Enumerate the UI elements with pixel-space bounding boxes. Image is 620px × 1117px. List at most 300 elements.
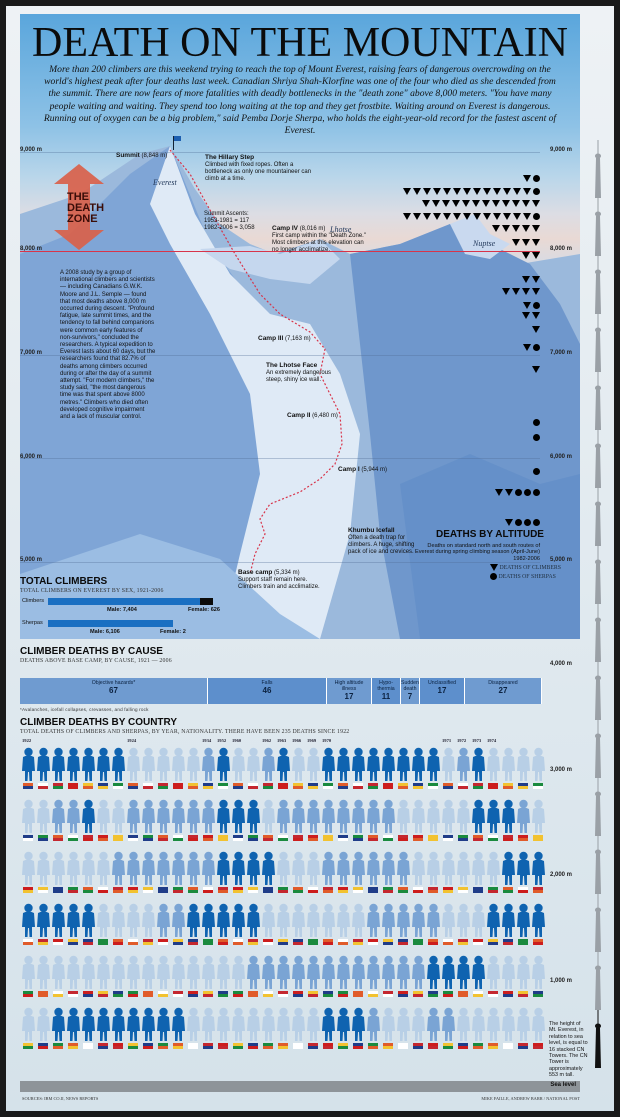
flag-icon [338, 783, 348, 789]
flag-icon [518, 939, 528, 945]
climber-death-triangle-icon [463, 188, 471, 195]
flag-icon [353, 835, 363, 841]
flag-icon [113, 783, 123, 789]
flag-icon [443, 1043, 453, 1049]
deaths-by-country-subtitle: TOTAL DEATHS OF CLIMBERS AND SHERPAS, BY YEAR, NATIONALITY. THERE HAVE BEEN 235 DEATHS SINCE 1922 [20, 729, 350, 735]
camp2-annotation [287, 412, 338, 420]
climber-death-triangle-icon [433, 213, 441, 220]
flag-icon [278, 1043, 288, 1049]
person-icon [427, 747, 440, 781]
flag-icon [413, 887, 423, 893]
flag-icon [518, 991, 528, 997]
climber-death-triangle-icon [505, 489, 513, 496]
camp4-value: (8,016 m) [299, 226, 326, 232]
axis-label-5000: 5,000 m [20, 557, 43, 563]
climber-death-triangle-icon [482, 200, 490, 207]
flag-icon [308, 783, 318, 789]
year-label: 1934 [202, 738, 212, 743]
summit-ascents-1982: 1982-2006 = 3,058 [204, 225, 255, 231]
flag-icon [68, 1043, 78, 1049]
person-icon [307, 955, 320, 989]
person-icon [52, 1007, 65, 1041]
person-icon [382, 903, 395, 937]
axis-label-7000: 7,000 m [20, 350, 43, 356]
person-icon [472, 851, 485, 885]
flag-icon [473, 991, 483, 997]
flag-icon [188, 783, 198, 789]
flag-icon [428, 939, 438, 945]
climber-death-triangle-icon [443, 213, 451, 220]
flag-icon [203, 835, 213, 841]
person-icon [307, 903, 320, 937]
climber-death-triangle-icon [532, 276, 540, 283]
flag-icon [68, 991, 78, 997]
flag-icon [338, 939, 348, 945]
person-icon [97, 903, 110, 937]
flag-icon [83, 991, 93, 997]
flag-icon [113, 835, 123, 841]
flag-icon [338, 991, 348, 997]
person-icon [112, 799, 125, 833]
right-axis-9000: 9,000 m [550, 147, 573, 153]
summit-ascents-1953: 1953-1981 = 117 [204, 218, 250, 224]
person-icon [187, 1007, 200, 1041]
flag-icon [218, 991, 228, 997]
person-icon [217, 747, 230, 781]
person-icon [367, 799, 380, 833]
cause-label: High altitude illness [334, 680, 364, 692]
person-icon [37, 799, 50, 833]
flag-icon [533, 887, 543, 893]
person-icon [172, 851, 185, 885]
person-icon [97, 955, 110, 989]
altitude-marker-row [520, 252, 540, 260]
climbers-male-bar [48, 598, 200, 605]
person-icon [382, 851, 395, 885]
person-icon [412, 955, 425, 989]
flag-icon [83, 1043, 93, 1049]
flag-icon [308, 1043, 318, 1049]
climber-death-triangle-icon [433, 188, 441, 195]
sherpa-death-dot-icon [533, 489, 540, 496]
climber-death-triangle-icon [423, 213, 431, 220]
flag-icon [248, 991, 258, 997]
cause-label: Falls [261, 680, 273, 686]
base-camp-title: Base camp [238, 569, 273, 576]
person-icon [277, 903, 290, 937]
peak-label-lhotse: Lhotse [330, 225, 352, 234]
flag-icon [263, 939, 273, 945]
flag-icon [23, 991, 33, 997]
legend-sherpas-label: DEATHS OF SHERPAS [498, 574, 556, 580]
person-icon [337, 903, 350, 937]
climber-death-triangle-icon [413, 213, 421, 220]
death-zone-line2: DEATH [67, 202, 105, 214]
cause-segment [372, 678, 401, 704]
person-icon [532, 799, 545, 833]
flag-icon [293, 991, 303, 997]
flag-icon [368, 887, 378, 893]
country-row [20, 738, 546, 797]
flag-icon [233, 887, 243, 893]
flag-icon [458, 1043, 468, 1049]
climber-death-triangle-icon [432, 200, 440, 207]
person-icon [382, 747, 395, 781]
flag-icon [488, 1043, 498, 1049]
sherpa-death-dot-icon [533, 419, 540, 426]
climber-death-triangle-icon [492, 225, 500, 232]
flag-icon [203, 783, 213, 789]
altitude-marker-row [401, 213, 540, 221]
cause-segment [465, 678, 542, 704]
flag-icon [368, 835, 378, 841]
person-icon [457, 851, 470, 885]
person-icon [112, 1007, 125, 1041]
flag-icon [398, 887, 408, 893]
altitude-marker-row [490, 225, 540, 233]
flag-icon [458, 939, 468, 945]
cause-value: 46 [262, 686, 272, 695]
person-icon [202, 851, 215, 885]
cause-segment [420, 678, 465, 704]
flag-icon [443, 991, 453, 997]
person-icon [187, 903, 200, 937]
person-icon [232, 903, 245, 937]
flag-icon [53, 939, 63, 945]
cause-label: Hypo-thermia [377, 680, 395, 692]
cause-value: 67 [109, 686, 118, 695]
camp3-title: Camp III [258, 335, 284, 342]
altitude-marker-row [521, 302, 540, 310]
person-icon [397, 1007, 410, 1041]
flag-icon [503, 991, 513, 997]
person-icon [82, 1007, 95, 1041]
page-title: DEATH ON THE MOUNTAIN [32, 20, 568, 66]
flag-icon [98, 783, 108, 789]
flag-icon [398, 991, 408, 997]
flag-icon [98, 939, 108, 945]
climber-death-triangle-icon [493, 213, 501, 220]
flag-icon [113, 939, 123, 945]
flag-icon [188, 887, 198, 893]
person-icon [157, 903, 170, 937]
flag-icon [518, 783, 528, 789]
flag-icon [23, 1043, 33, 1049]
flag-icon [503, 887, 513, 893]
cn-tower-stack-icon [583, 140, 613, 1090]
person-icon [292, 903, 305, 937]
altitude-marker-row [531, 468, 540, 476]
summit-ascents-annotation [204, 211, 255, 232]
flag-icon [293, 783, 303, 789]
climber-death-triangle-icon [463, 213, 471, 220]
person-icon [292, 747, 305, 781]
sherpa-death-dot-icon [533, 175, 540, 182]
deaths-by-altitude-subtitle: Deaths on standard north and south routes of Everest during spring climbing season (April-June) 1982-2006 [415, 543, 540, 562]
climber-death-triangle-icon [422, 200, 430, 207]
flag-icon [458, 783, 468, 789]
person-icon [532, 1007, 545, 1041]
flag-icon [173, 939, 183, 945]
person-icon [457, 955, 470, 989]
person-icon [172, 799, 185, 833]
flag-icon [98, 991, 108, 997]
summit-title: Summit [116, 152, 140, 159]
person-icon [352, 851, 365, 885]
person-icon [157, 747, 170, 781]
person-icon [277, 799, 290, 833]
person-icon [412, 903, 425, 937]
flag-icon [368, 939, 378, 945]
person-icon [322, 1007, 335, 1041]
flag-icon [353, 1043, 363, 1049]
climber-death-triangle-icon [483, 213, 491, 220]
flag-icon [143, 887, 153, 893]
gridline-6000 [20, 458, 540, 459]
person-icon [22, 851, 35, 885]
person-icon [202, 1007, 215, 1041]
flag-icon [293, 835, 303, 841]
person-icon [517, 1007, 530, 1041]
peak-label-everest: Everest [153, 178, 177, 187]
person-icon [217, 1007, 230, 1041]
person-icon [427, 903, 440, 937]
person-icon [322, 747, 335, 781]
sea-level-bar [20, 1081, 580, 1092]
sherpa-death-dot-icon [533, 434, 540, 441]
flag-icon [38, 783, 48, 789]
sherpas-male-label: Male: 6,106 [90, 629, 120, 635]
person-icon [412, 747, 425, 781]
person-icon [442, 851, 455, 885]
person-icon [262, 955, 275, 989]
year-label: 1960 [232, 738, 242, 743]
person-icon [472, 955, 485, 989]
flag-icon [38, 887, 48, 893]
person-icon [82, 955, 95, 989]
climber-death-triangle-icon [523, 302, 531, 309]
person-icon [172, 747, 185, 781]
person-icon [142, 1007, 155, 1041]
country-row [20, 1001, 546, 1057]
year-label: 1973 [472, 738, 482, 743]
person-icon [187, 799, 200, 833]
person-icon [142, 955, 155, 989]
flag-icon [263, 991, 273, 997]
sherpa-death-dot-icon [515, 489, 522, 496]
climber-death-triangle-icon [403, 213, 411, 220]
person-icon [472, 1007, 485, 1041]
climber-death-triangle-icon [522, 288, 530, 295]
lhotse-face-title: The Lhotse Face [266, 362, 318, 369]
person-icon [127, 903, 140, 937]
flag-icon [158, 887, 168, 893]
climber-death-triangle-icon [512, 239, 520, 246]
year-label: 1970 [322, 738, 332, 743]
climber-death-triangle-icon [532, 312, 540, 319]
flag-icon [518, 887, 528, 893]
flag-icon [38, 1043, 48, 1049]
flag-icon [143, 991, 153, 997]
person-icon [67, 851, 80, 885]
flag-icon [458, 835, 468, 841]
flag-icon [143, 939, 153, 945]
climber-death-triangle-icon [483, 188, 491, 195]
person-icon [337, 799, 350, 833]
camp4-title: Camp IV [272, 225, 299, 232]
person-icon [232, 1007, 245, 1041]
person-icon [52, 799, 65, 833]
climber-death-triangle-icon [532, 252, 540, 259]
climber-death-triangle-icon [505, 519, 513, 526]
person-icon [142, 747, 155, 781]
climber-death-triangle-icon [473, 213, 481, 220]
person-icon [502, 955, 515, 989]
climber-death-triangle-icon [532, 326, 540, 333]
camp1-title: Camp I [338, 466, 360, 473]
person-icon [37, 747, 50, 781]
cause-value: 17 [344, 692, 354, 701]
country-row [20, 845, 546, 901]
person-icon [397, 747, 410, 781]
flag-icon [203, 939, 213, 945]
flag-icon [293, 1043, 303, 1049]
country-row [20, 897, 546, 953]
climber-death-triangle-icon [453, 188, 461, 195]
flag-icon [428, 1043, 438, 1049]
person-icon [22, 799, 35, 833]
gridline-9000 [20, 152, 540, 153]
flag-icon [413, 835, 423, 841]
flag-icon [458, 991, 468, 997]
legend-climbers-label: DEATHS OF CLIMBERS [499, 565, 561, 571]
flag-icon [458, 887, 468, 893]
flag-icon [278, 939, 288, 945]
flag-icon [428, 835, 438, 841]
person-icon [67, 903, 80, 937]
flag-icon [263, 1043, 273, 1049]
total-climbers-subtitle: TOTAL CLIMBERS ON EVEREST BY SEX, 1921-2006 [20, 588, 164, 594]
flag-icon [398, 783, 408, 789]
right-axis-3000: 3,000 m [550, 767, 573, 773]
flag-icon [173, 991, 183, 997]
person-icon [397, 955, 410, 989]
flag-icon [188, 1043, 198, 1049]
flag-icon [83, 783, 93, 789]
flag-icon [533, 783, 543, 789]
person-icon [457, 799, 470, 833]
climber-death-triangle-icon [523, 175, 531, 182]
flag-icon [308, 887, 318, 893]
person-icon [352, 799, 365, 833]
flag-icon [113, 1043, 123, 1049]
person-icon [22, 1007, 35, 1041]
person-icon [67, 1007, 80, 1041]
climbers-female-bar [200, 598, 213, 605]
person-icon [502, 747, 515, 781]
climber-death-triangle-icon [522, 225, 530, 232]
person-icon [322, 799, 335, 833]
flag-icon [413, 783, 423, 789]
person-icon [457, 903, 470, 937]
person-icon [412, 851, 425, 885]
flag-icon [158, 1043, 168, 1049]
person-icon [412, 1007, 425, 1041]
altitude-marker-row [493, 489, 540, 497]
flag-icon [113, 991, 123, 997]
flag-icon [158, 783, 168, 789]
person-icon [22, 955, 35, 989]
sources-credit: SOURCES: IBM CO.II, NEWS REPORTS [22, 1096, 99, 1101]
flag-icon [218, 1043, 228, 1049]
climber-death-triangle-icon [522, 276, 530, 283]
person-icon [127, 851, 140, 885]
right-axis-2000: 2,000 m [550, 872, 573, 878]
climber-death-triangle-icon [473, 188, 481, 195]
flag-icon [323, 991, 333, 997]
flag-icon [173, 1043, 183, 1049]
person-icon [262, 747, 275, 781]
person-icon [502, 1007, 515, 1041]
person-icon [517, 747, 530, 781]
cause-value: 27 [498, 686, 508, 695]
person-icon [352, 1007, 365, 1041]
flag-icon [233, 939, 243, 945]
cause-value: 17 [437, 686, 447, 695]
flag-icon [233, 835, 243, 841]
person-icon [307, 851, 320, 885]
person-icon [262, 799, 275, 833]
person-icon [247, 903, 260, 937]
dot-icon [490, 573, 497, 580]
death-zone-label [67, 192, 104, 225]
altitude-marker-row [520, 312, 540, 320]
country-row [20, 793, 546, 849]
flag-icon [128, 939, 138, 945]
cause-value: 11 [381, 692, 391, 701]
total-climbers-title: TOTAL CLIMBERS [20, 576, 108, 587]
person-icon [217, 955, 230, 989]
climber-death-triangle-icon [532, 225, 540, 232]
flag-icon [23, 783, 33, 789]
flag-icon [53, 835, 63, 841]
flag-icon [503, 1043, 513, 1049]
right-axis-5000: 5,000 m [550, 557, 573, 563]
climber-death-triangle-icon [442, 200, 450, 207]
climber-death-triangle-icon [413, 188, 421, 195]
person-icon [307, 799, 320, 833]
person-icon [442, 1007, 455, 1041]
flag-icon [533, 1043, 543, 1049]
person-icon [532, 747, 545, 781]
person-icon [52, 851, 65, 885]
flag-icon [368, 1043, 378, 1049]
year-label: 1971 [442, 738, 452, 743]
person-icon [352, 747, 365, 781]
flag-icon [278, 887, 288, 893]
flag-icon [263, 783, 273, 789]
flag-icon [158, 939, 168, 945]
person-icon [487, 747, 500, 781]
flag-icon [383, 835, 393, 841]
person-icon [172, 1007, 185, 1041]
person-icon [97, 799, 110, 833]
flag-icon [473, 1043, 483, 1049]
summit-ascents-title: Summit Ascents: [204, 211, 249, 217]
person-icon [247, 1007, 260, 1041]
legend-climbers [488, 564, 561, 573]
flag-icon [218, 939, 228, 945]
